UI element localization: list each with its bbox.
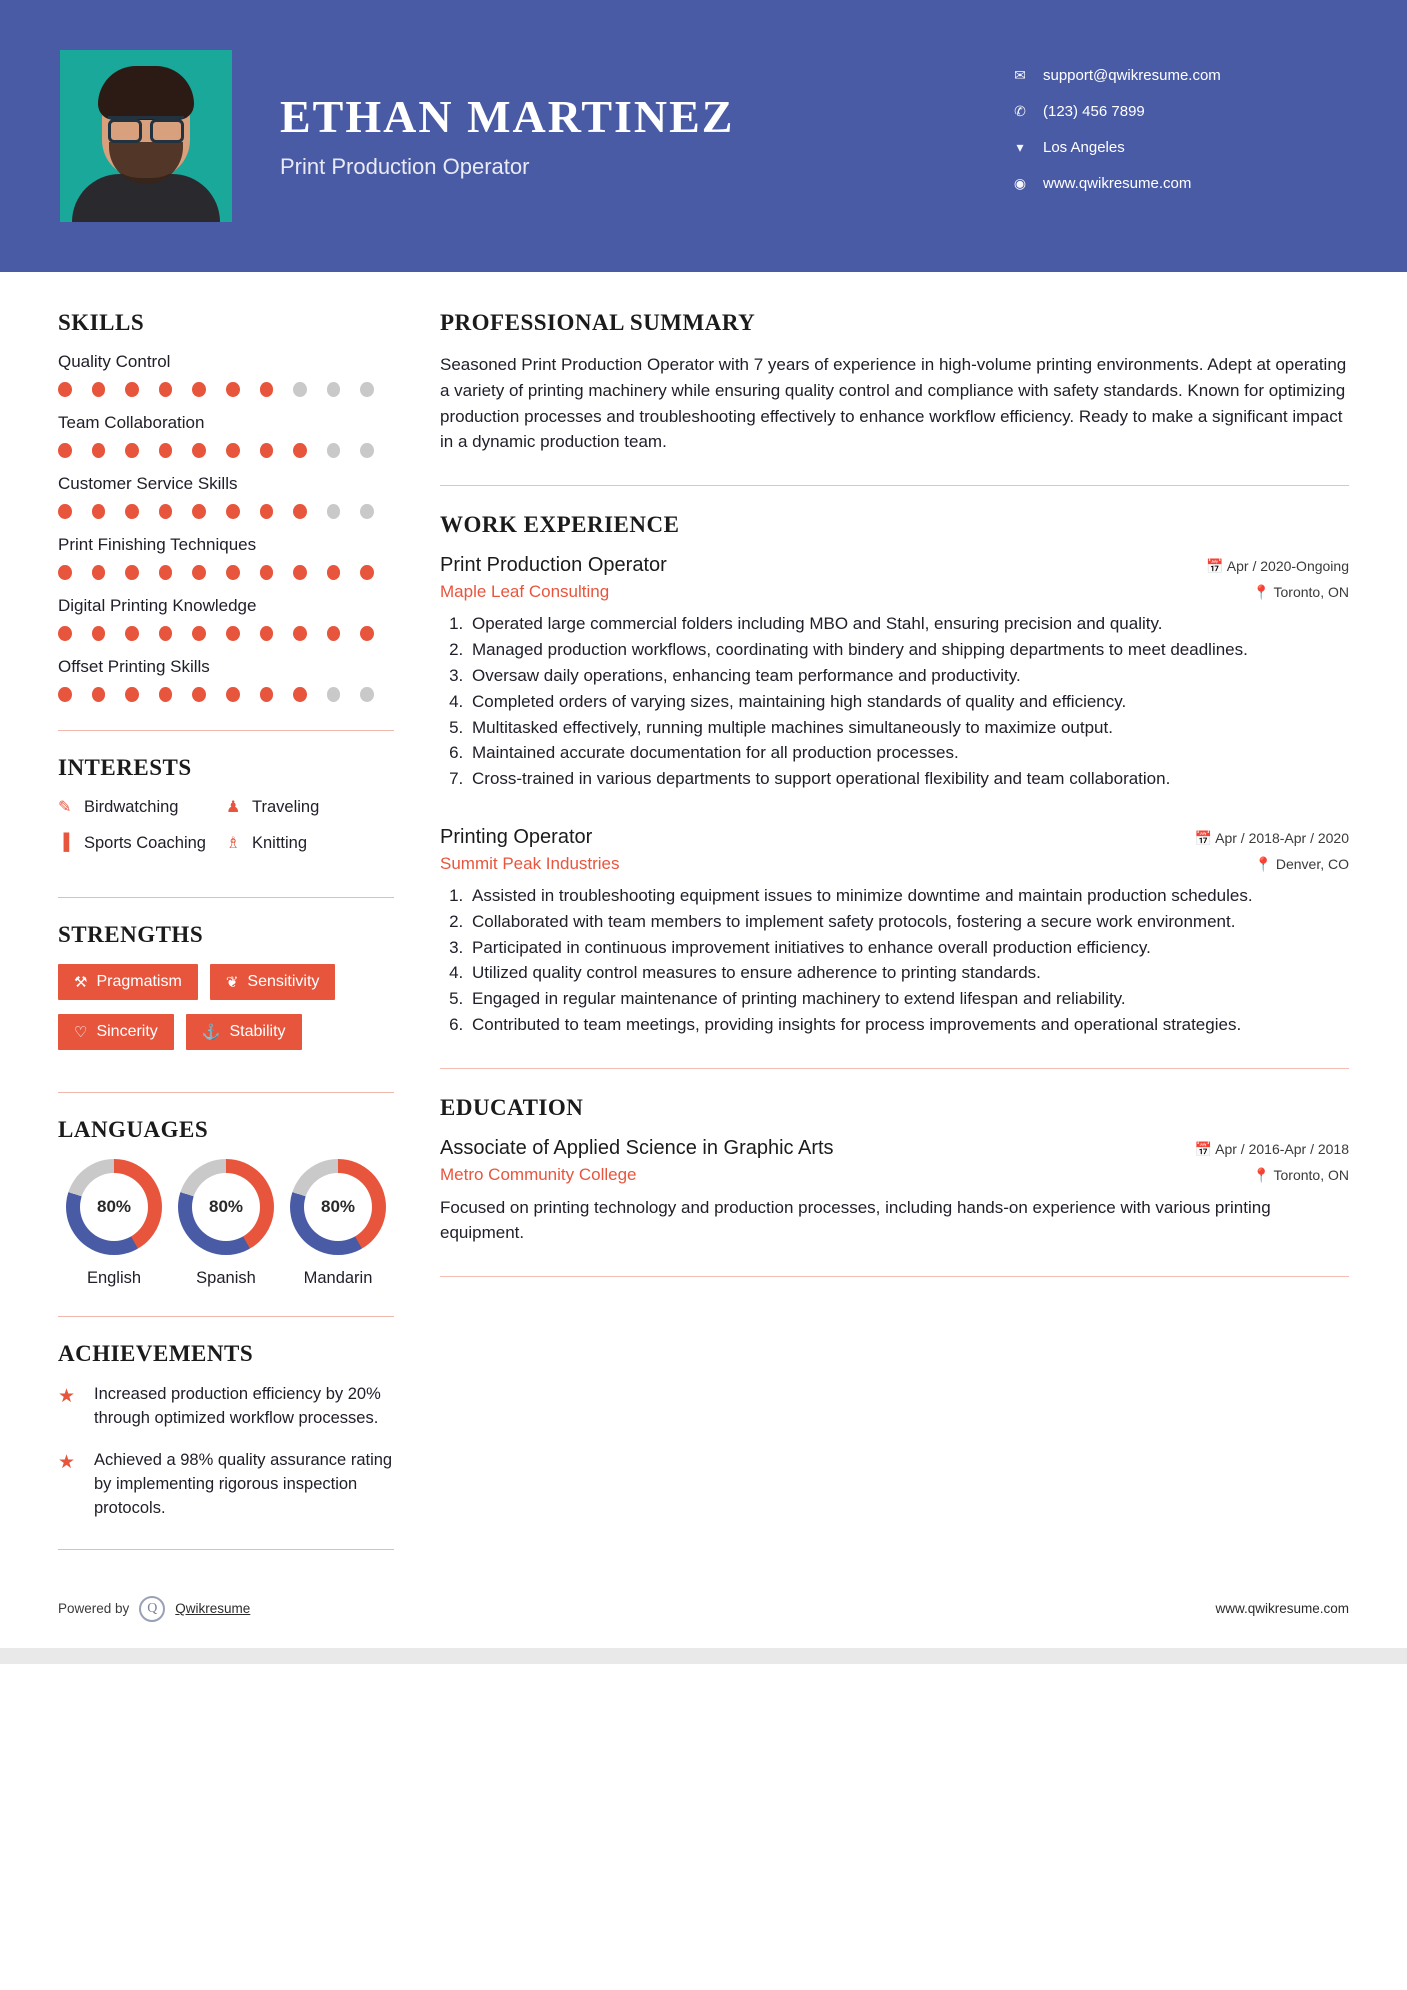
sports-icon: ▐ [58, 834, 70, 851]
skill-dot [327, 687, 341, 702]
location-pin-icon: 📍 [1254, 856, 1272, 872]
skill-dot [327, 626, 341, 641]
interest-item [58, 833, 226, 853]
skill-dot [293, 443, 307, 458]
achievements-list [58, 1383, 394, 1521]
skill-dot [360, 687, 374, 702]
skill-dot [125, 565, 139, 580]
language-percent: 80% [192, 1173, 260, 1241]
skill-dot [327, 443, 341, 458]
strength-label: Sincerity [96, 1023, 158, 1040]
job-date [1192, 558, 1349, 575]
job-bullet: 2. Collaborated with team members to implement safety protocols, fostering a secure work environment. [468, 910, 1349, 935]
skill-dot [360, 443, 374, 458]
summary-section-title: PROFESSIONAL SUMMARY [440, 310, 756, 335]
education-description: Focused on printing technology and production processes, including hands-on experience with various printing equipment. [440, 1197, 1271, 1243]
skill-dot [58, 687, 72, 702]
interest-item [58, 797, 226, 817]
skill-dot [58, 443, 72, 458]
language-donut-chart [290, 1159, 386, 1255]
skill-dot [159, 626, 173, 641]
skill-dot [260, 504, 274, 519]
skill-dot [293, 382, 307, 397]
contact-item-email[interactable] [1007, 67, 1347, 84]
skill-rating [58, 504, 394, 519]
star-badge-icon: ★ [58, 1451, 76, 1473]
education-location [1252, 1167, 1349, 1184]
skill-dot [92, 565, 106, 580]
resume-body [0, 272, 1407, 1574]
skill-item [58, 413, 394, 458]
job-company: Summit Peak Industries [440, 854, 620, 873]
experience-section-title: WORK EXPERIENCE [440, 512, 680, 538]
skill-dot [125, 382, 139, 397]
skill-dot [92, 382, 106, 397]
bird-icon: ✎ [58, 799, 72, 816]
skill-dot [226, 687, 240, 702]
trophy-icon: ♗ [226, 835, 241, 852]
skill-dot [192, 443, 206, 458]
job-location-text: Toronto, ON [1273, 584, 1349, 601]
education-date [1181, 1141, 1349, 1158]
star-badge-icon: ★ [58, 1386, 76, 1407]
skill-dot [58, 565, 72, 580]
contact-item-phone[interactable] [1007, 103, 1347, 120]
interest-item [226, 833, 394, 853]
experience-entry [440, 554, 1349, 792]
calendar-icon: 📅 [1206, 558, 1224, 575]
skill-rating [58, 687, 394, 702]
skill-dot [327, 504, 341, 519]
job-bullet: 6. Contributed to team meetings, providing insights for process improvements and operational strategies. [468, 1013, 1349, 1038]
strengths-list [58, 964, 394, 1064]
contact-list [1007, 61, 1347, 211]
skill-item [58, 596, 394, 641]
resume-header [0, 0, 1407, 272]
skill-dot [360, 382, 374, 397]
avatar [60, 50, 232, 222]
experience-entry [440, 826, 1349, 1038]
skill-dot [192, 382, 206, 397]
skill-dot [192, 565, 206, 580]
job-company: Maple Leaf Consulting [440, 582, 610, 602]
job-bullet: 5. Engaged in regular maintenance of printing machinery to extend lifespan and reliability. [468, 987, 1349, 1012]
skill-rating [58, 382, 394, 397]
achievement-item [58, 1383, 394, 1431]
education-school: Metro Community College [440, 1164, 637, 1184]
interest-label: Sports Coaching [84, 833, 206, 852]
skill-dot [226, 565, 240, 580]
job-bullet: 7. Cross-trained in various departments to support operational flexibility and team collaboration. [468, 767, 1349, 792]
strength-chip [58, 964, 198, 1000]
skill-dot [159, 565, 173, 580]
phone-icon: ✆ [1014, 103, 1026, 119]
job-bullet: 4. Utilized quality control measures to ensure adherence to printing standards. [468, 961, 1349, 986]
job-location-text: Denver, CO [1275, 856, 1349, 872]
interest-item [226, 797, 394, 817]
skill-dot [226, 443, 240, 458]
divider [58, 730, 394, 731]
job-bullet: 2. Managed production workflows, coordinating with bindery and shipping departments to meet deadlines. [468, 638, 1349, 663]
job-bullet: 3. Participated in continuous improvement initiatives to enhance overall production efficiency. [468, 936, 1349, 961]
skill-label: Offset Printing Skills [58, 657, 210, 676]
job-location [1255, 856, 1349, 873]
contact-item-website[interactable] [1007, 175, 1347, 192]
skill-label: Digital Printing Knowledge [58, 596, 257, 615]
candidate-name: ETHAN MARTINEZ [280, 90, 735, 142]
powered-by-block [58, 1596, 250, 1622]
anchor-icon: ⚓ [201, 1024, 221, 1041]
job-date-text: Apr / 2020-Ongoing [1226, 558, 1349, 575]
interest-label: Traveling [252, 797, 320, 816]
skill-dot [260, 443, 274, 458]
qwikresume-logo-icon: Q [139, 1596, 165, 1622]
divider [440, 1276, 1349, 1277]
skill-rating [58, 565, 394, 580]
strengths-section-title: STRENGTHS [58, 922, 204, 947]
skill-dot [192, 687, 206, 702]
skill-dot [327, 382, 341, 397]
globe-icon: ◉ [1013, 175, 1027, 191]
job-date-text: Apr / 2018-Apr / 2020 [1215, 830, 1349, 846]
skill-dot [226, 626, 240, 641]
interest-label: Birdwatching [84, 797, 179, 816]
skill-label: Quality Control [58, 352, 171, 371]
main-content [440, 272, 1407, 1574]
education-location-text: Toronto, ON [1273, 1166, 1349, 1183]
skill-rating [58, 443, 394, 458]
skill-item [58, 352, 394, 397]
hammer-icon: ⚒ [74, 974, 88, 991]
job-bullet: 5. Multitasked effectively, running multiple machines simultaneously to maximize output. [468, 716, 1349, 741]
education-entry [440, 1137, 1349, 1246]
strength-label: Sensitivity [247, 973, 320, 990]
achievement-text: Increased production efficiency by 20% through optimized workflow processes. [94, 1385, 381, 1427]
job-bullet: 6. Maintained accurate documentation for all production processes. [468, 741, 1349, 766]
location-pin-icon: 📍 [1252, 584, 1270, 601]
job-bullet-list [440, 612, 1349, 792]
skill-dot [92, 626, 106, 641]
job-bullet: 1. Assisted in troubleshooting equipment issues to minimize downtime and maintain production schedules. [468, 884, 1349, 909]
skill-dot [159, 687, 173, 702]
education-degree: Associate of Applied Science in Graphic Arts [440, 1136, 834, 1159]
language-percent: 80% [304, 1173, 372, 1241]
skill-dot [58, 626, 72, 641]
skill-dot [92, 504, 106, 519]
divider [58, 1092, 394, 1093]
language-percent: 80% [80, 1173, 148, 1241]
achievement-item [58, 1449, 394, 1521]
skill-dot [260, 687, 274, 702]
language-label: English [86, 1269, 142, 1287]
skill-dot [159, 382, 173, 397]
skill-label: Customer Service Skills [58, 474, 238, 493]
candidate-title: Print Production Operator [280, 154, 530, 180]
leaf-icon: ❦ [225, 974, 239, 991]
skill-dot [293, 565, 307, 580]
name-block [280, 92, 735, 181]
achievement-text: Achieved a 98% quality assurance rating by implementing rigorous inspection protocols. [94, 1450, 393, 1517]
skill-dot [125, 504, 139, 519]
footer [0, 1574, 1407, 1648]
sidebar [0, 272, 440, 1574]
skill-dot [293, 626, 307, 641]
contact-website-text: www.qwikresume.com [1043, 175, 1192, 192]
divider [440, 485, 1349, 486]
calendar-icon: 📅 [1194, 830, 1212, 846]
skill-label: Print Finishing Techniques [58, 535, 257, 554]
skill-dot [327, 565, 341, 580]
skill-dot [159, 504, 173, 519]
job-bullet: 4. Completed orders of varying sizes, maintaining high standards of quality and efficiency. [468, 690, 1349, 715]
spacer [440, 798, 1349, 826]
skill-dot [226, 504, 240, 519]
calendar-icon: 📅 [1194, 1140, 1212, 1157]
education-section-title: EDUCATION [440, 1094, 584, 1120]
language-item [282, 1159, 394, 1288]
interests-section-title: INTERESTS [58, 755, 192, 780]
skill-dot [293, 687, 307, 702]
divider [58, 1316, 394, 1317]
strength-chip [210, 964, 336, 1000]
job-date [1181, 830, 1349, 847]
job-bullet: 1. Operated large commercial folders including MBO and Stahl, ensuring precision and quality. [468, 612, 1349, 637]
skill-dot [226, 382, 240, 397]
job-bullet: 3. Oversaw daily operations, enhancing team performance and productivity. [468, 664, 1349, 689]
divider [440, 1068, 1349, 1069]
summary-text: Seasoned Print Production Operator with 7 years of experience in high-volume printing environments. Adept at operating a variety of printing machinery while ensuring quality control and compliance with safety standards. Known for optimizing production processes and troubleshooting effectively to enhance workflow efficiency. Ready to make a significant impact in a dynamic production team. [440, 355, 1347, 452]
strength-label: Stability [229, 1023, 286, 1040]
powered-by-label: Powered by [58, 1601, 130, 1617]
skill-dot [92, 687, 106, 702]
location-pin-icon: ▾ [1016, 139, 1024, 155]
qwikresume-brand-link[interactable]: Qwikresume [175, 1601, 251, 1617]
skill-dot [92, 443, 106, 458]
divider [58, 1549, 394, 1550]
email-icon: ✉ [1014, 67, 1026, 83]
experience-list [440, 554, 1349, 1038]
contact-location-text: Los Angeles [1043, 139, 1125, 156]
skill-dot [260, 626, 274, 641]
skill-dot [125, 443, 139, 458]
skill-rating [58, 626, 394, 641]
footer-website[interactable]: www.qwikresume.com [1215, 1601, 1349, 1617]
page-edge [0, 1648, 1407, 1664]
interest-label: Knitting [252, 833, 308, 852]
skill-dot [125, 687, 139, 702]
skills-list [58, 352, 394, 702]
education-date-text: Apr / 2016-Apr / 2018 [1215, 1140, 1349, 1157]
skill-item [58, 474, 394, 519]
job-location [1252, 584, 1349, 601]
language-item [170, 1159, 282, 1288]
header-identity [60, 50, 1007, 222]
skill-dot [192, 504, 206, 519]
language-label: Spanish [196, 1269, 256, 1287]
skill-dot [192, 626, 206, 641]
strength-chip [186, 1014, 302, 1050]
strength-label: Pragmatism [96, 973, 182, 990]
skill-dot [360, 626, 374, 641]
location-pin-icon: 📍 [1252, 1166, 1270, 1183]
strength-chip [58, 1014, 174, 1050]
job-role: Print Production Operator [440, 554, 667, 577]
divider [58, 897, 394, 898]
skill-dot [260, 382, 274, 397]
skill-dot [58, 504, 72, 519]
skill-dot [360, 504, 374, 519]
language-label: Mandarin [303, 1269, 373, 1287]
skill-dot [159, 443, 173, 458]
heart-icon: ♡ [74, 1024, 88, 1041]
skill-label: Team Collaboration [58, 413, 205, 432]
skills-section-title: SKILLS [58, 310, 145, 335]
skill-item [58, 657, 394, 702]
contact-item-location [1007, 139, 1347, 156]
languages-section-title: LANGUAGES [58, 1117, 209, 1142]
job-role: Printing Operator [440, 826, 593, 848]
language-item [58, 1159, 170, 1288]
language-donut-chart [66, 1159, 162, 1255]
contact-phone-text: (123) 456 7899 [1043, 103, 1145, 120]
contact-email-text: support@qwikresume.com [1043, 67, 1221, 84]
skill-dot [125, 626, 139, 641]
interests-list [58, 797, 394, 869]
skill-dot [293, 504, 307, 519]
languages-list [58, 1159, 394, 1288]
binoculars-icon: ♟ [226, 799, 241, 816]
skill-item [58, 535, 394, 580]
job-bullet-list [440, 884, 1349, 1038]
achievements-section-title: ACHIEVEMENTS [58, 1341, 254, 1366]
skill-dot [58, 382, 72, 397]
language-donut-chart [178, 1159, 274, 1255]
skill-dot [360, 565, 374, 580]
skill-dot [260, 565, 274, 580]
